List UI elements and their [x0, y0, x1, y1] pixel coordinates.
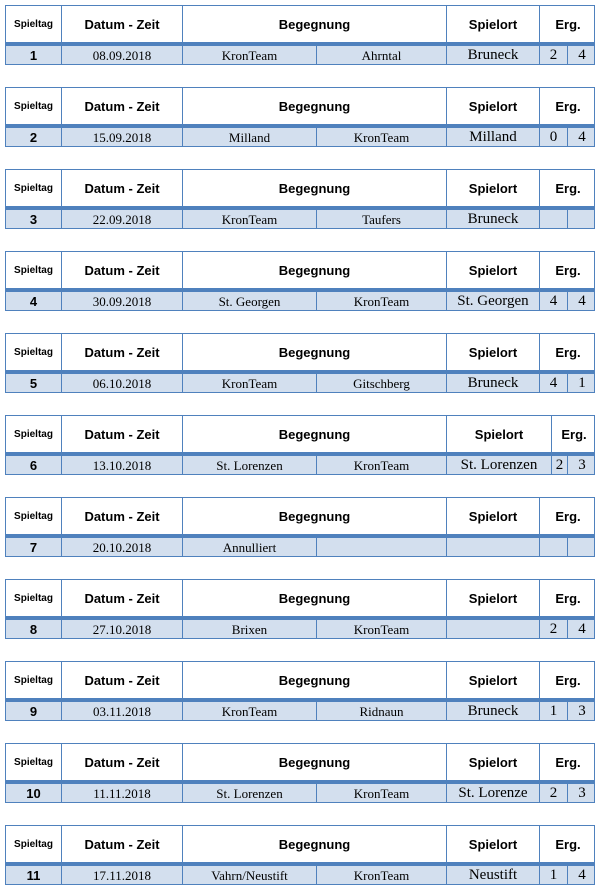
cell-tore-away: 3	[578, 457, 586, 473]
cell-spielort: Bruneck	[447, 210, 540, 229]
cell-home-team: Brixen	[183, 620, 317, 639]
cell-spieltag: 5	[6, 374, 62, 393]
match-table	[5, 169, 595, 229]
cell-tore-home: 2	[552, 456, 568, 475]
cell-spielort: St. Georgen	[447, 292, 540, 311]
header-datum-zeit: Datum - Zeit	[62, 88, 183, 124]
cell-datum: 17.11.2018	[62, 866, 183, 885]
cell-tore-away: 1	[578, 375, 586, 391]
cell-away-team: KronTeam	[317, 456, 447, 475]
cell-away-team: KronTeam	[317, 620, 447, 639]
table-row	[5, 863, 595, 885]
cell-tore-away: 4	[578, 129, 586, 145]
header-begegnung: Begegnung	[183, 744, 447, 780]
header-spieltag: Spieltag	[6, 88, 62, 124]
header-spieltag: Spieltag	[6, 252, 62, 288]
cell-away-team: KronTeam	[317, 784, 447, 803]
table-header-row	[5, 169, 595, 207]
cell-datum: 13.10.2018	[62, 456, 183, 475]
header-datum-zeit: Datum - Zeit	[62, 498, 183, 534]
cell-tore-away: 4	[578, 867, 586, 883]
table-header-row	[5, 87, 595, 125]
cell-spielort: Bruneck	[447, 374, 540, 393]
cell-spieltag: 7	[6, 538, 62, 557]
cell-home-team: St. Lorenzen	[183, 784, 317, 803]
cell-away-team: Taufers	[317, 210, 447, 229]
cell-datum: 22.09.2018	[62, 210, 183, 229]
cell-tore-home: 2	[540, 46, 568, 65]
header-ergebnis: Erg.	[555, 590, 581, 606]
table-header-row	[5, 825, 595, 863]
cell-away-team	[317, 538, 447, 557]
cell-tore-home: 2	[540, 784, 568, 803]
cell-datum: 20.10.2018	[62, 538, 183, 557]
cell-away-team: Gitschberg	[317, 374, 447, 393]
cell-datum: 11.11.2018	[62, 784, 183, 803]
header-ergebnis: Erg.	[555, 836, 581, 852]
table-row	[5, 617, 595, 639]
table-row	[5, 535, 595, 557]
table-row	[5, 371, 595, 393]
header-spielort: Spielort	[447, 416, 552, 452]
header-begegnung: Begegnung	[183, 498, 447, 534]
table-header-row	[5, 661, 595, 699]
table-row	[5, 289, 595, 311]
table-row	[5, 781, 595, 803]
header-spieltag: Spieltag	[6, 744, 62, 780]
header-spielort: Spielort	[447, 826, 540, 862]
cell-home-team: Vahrn/Neustift	[183, 866, 317, 885]
cell-tore-home	[540, 538, 568, 557]
cell-tore-home: 4	[540, 292, 568, 311]
table-header-row	[5, 251, 595, 289]
header-begegnung: Begegnung	[183, 170, 447, 206]
header-spielort: Spielort	[447, 662, 540, 698]
header-begegnung: Begegnung	[183, 334, 447, 370]
cell-spieltag: 1	[6, 46, 62, 65]
cell-datum: 30.09.2018	[62, 292, 183, 311]
header-spielort: Spielort	[447, 580, 540, 616]
match-table	[5, 415, 595, 475]
header-spielort: Spielort	[447, 6, 540, 42]
cell-spieltag: 9	[6, 702, 62, 721]
cell-tore-away: 4	[578, 47, 586, 63]
header-ergebnis: Erg.	[561, 426, 587, 442]
header-spieltag: Spieltag	[6, 416, 62, 452]
cell-home-team: KronTeam	[183, 210, 317, 229]
cell-spielort: Neustift	[447, 866, 540, 885]
header-spielort: Spielort	[447, 170, 540, 206]
header-spielort: Spielort	[447, 498, 540, 534]
header-begegnung: Begegnung	[183, 6, 447, 42]
cell-tore-home: 4	[540, 374, 568, 393]
header-datum-zeit: Datum - Zeit	[62, 6, 183, 42]
header-spielort: Spielort	[447, 88, 540, 124]
match-table	[5, 661, 595, 721]
header-datum-zeit: Datum - Zeit	[62, 744, 183, 780]
cell-home-team: KronTeam	[183, 46, 317, 65]
match-table	[5, 743, 595, 803]
cell-tore-home: 1	[540, 702, 568, 721]
table-row	[5, 125, 595, 147]
header-spieltag: Spieltag	[6, 662, 62, 698]
header-datum-zeit: Datum - Zeit	[62, 252, 183, 288]
header-datum-zeit: Datum - Zeit	[62, 170, 183, 206]
cell-tore-home	[540, 210, 568, 229]
header-begegnung: Begegnung	[183, 252, 447, 288]
cell-home-team: KronTeam	[183, 374, 317, 393]
cell-datum: 06.10.2018	[62, 374, 183, 393]
header-datum-zeit: Datum - Zeit	[62, 334, 183, 370]
cell-home-team: St. Lorenzen	[183, 456, 317, 475]
match-table	[5, 5, 595, 65]
header-spieltag: Spieltag	[6, 334, 62, 370]
header-spieltag: Spieltag	[6, 498, 62, 534]
cell-spieltag: 3	[6, 210, 62, 229]
header-spieltag: Spieltag	[6, 826, 62, 862]
cell-tore-away	[568, 538, 596, 557]
cell-spielort: Milland	[447, 128, 540, 147]
cell-spieltag: 4	[6, 292, 62, 311]
match-table	[5, 333, 595, 393]
header-ergebnis: Erg.	[555, 262, 581, 278]
cell-home-team: Milland	[183, 128, 317, 147]
header-begegnung: Begegnung	[183, 580, 447, 616]
header-begegnung: Begegnung	[183, 662, 447, 698]
table-header-row	[5, 5, 595, 43]
cell-spielort: St. Lorenze	[447, 784, 540, 803]
header-spielort: Spielort	[447, 744, 540, 780]
cell-away-team: Ridnaun	[317, 702, 447, 721]
table-header-row	[5, 579, 595, 617]
cell-home-team: St. Georgen	[183, 292, 317, 311]
cell-tore-home: 2	[540, 620, 568, 639]
table-header-row	[5, 333, 595, 371]
cell-tore-away: 4	[578, 293, 586, 309]
cell-spielort	[447, 538, 540, 557]
header-ergebnis: Erg.	[555, 754, 581, 770]
cell-away-team: Ahrntal	[317, 46, 447, 65]
header-spieltag: Spieltag	[6, 6, 62, 42]
match-table	[5, 825, 595, 885]
cell-spieltag: 11	[6, 866, 62, 885]
table-row	[5, 43, 595, 65]
header-ergebnis: Erg.	[555, 180, 581, 196]
header-ergebnis: Erg.	[555, 508, 581, 524]
table-header-row	[5, 415, 595, 453]
header-datum-zeit: Datum - Zeit	[62, 580, 183, 616]
header-begegnung: Begegnung	[183, 416, 447, 452]
cell-spielort	[447, 620, 540, 639]
cell-tore-away	[568, 210, 596, 229]
match-table	[5, 87, 595, 147]
header-datum-zeit: Datum - Zeit	[62, 826, 183, 862]
header-ergebnis: Erg.	[555, 98, 581, 114]
header-ergebnis: Erg.	[555, 344, 581, 360]
header-begegnung: Begegnung	[183, 826, 447, 862]
header-spieltag: Spieltag	[6, 580, 62, 616]
table-row	[5, 207, 595, 229]
cell-tore-away: 3	[578, 703, 586, 719]
cell-tore-away: 4	[578, 621, 586, 637]
cell-spieltag: 8	[6, 620, 62, 639]
cell-datum: 27.10.2018	[62, 620, 183, 639]
match-table	[5, 251, 595, 311]
cell-spielort: Bruneck	[447, 46, 540, 65]
header-spielort: Spielort	[447, 252, 540, 288]
header-begegnung: Begegnung	[183, 88, 447, 124]
cell-spielort: St. Lorenzen	[447, 456, 552, 475]
cell-home-team: KronTeam	[183, 702, 317, 721]
header-ergebnis: Erg.	[555, 672, 581, 688]
header-datum-zeit: Datum - Zeit	[62, 416, 183, 452]
header-ergebnis: Erg.	[555, 16, 581, 32]
header-spielort: Spielort	[447, 334, 540, 370]
cell-home-team: Annulliert	[183, 538, 317, 557]
header-spieltag: Spieltag	[6, 170, 62, 206]
cell-spielort: Bruneck	[447, 702, 540, 721]
cell-away-team: KronTeam	[317, 128, 447, 147]
cell-away-team: KronTeam	[317, 292, 447, 311]
table-header-row	[5, 497, 595, 535]
table-header-row	[5, 743, 595, 781]
table-row	[5, 453, 595, 475]
table-row	[5, 699, 595, 721]
cell-datum: 03.11.2018	[62, 702, 183, 721]
cell-tore-home: 0	[540, 128, 568, 147]
cell-spieltag: 2	[6, 128, 62, 147]
match-table	[5, 497, 595, 557]
cell-spieltag: 6	[6, 456, 62, 475]
cell-away-team: KronTeam	[317, 866, 447, 885]
cell-datum: 15.09.2018	[62, 128, 183, 147]
header-datum-zeit: Datum - Zeit	[62, 662, 183, 698]
cell-tore-home: 1	[540, 866, 568, 885]
cell-spieltag: 10	[6, 784, 62, 803]
match-table	[5, 579, 595, 639]
cell-datum: 08.09.2018	[62, 46, 183, 65]
cell-tore-away: 3	[578, 785, 586, 801]
